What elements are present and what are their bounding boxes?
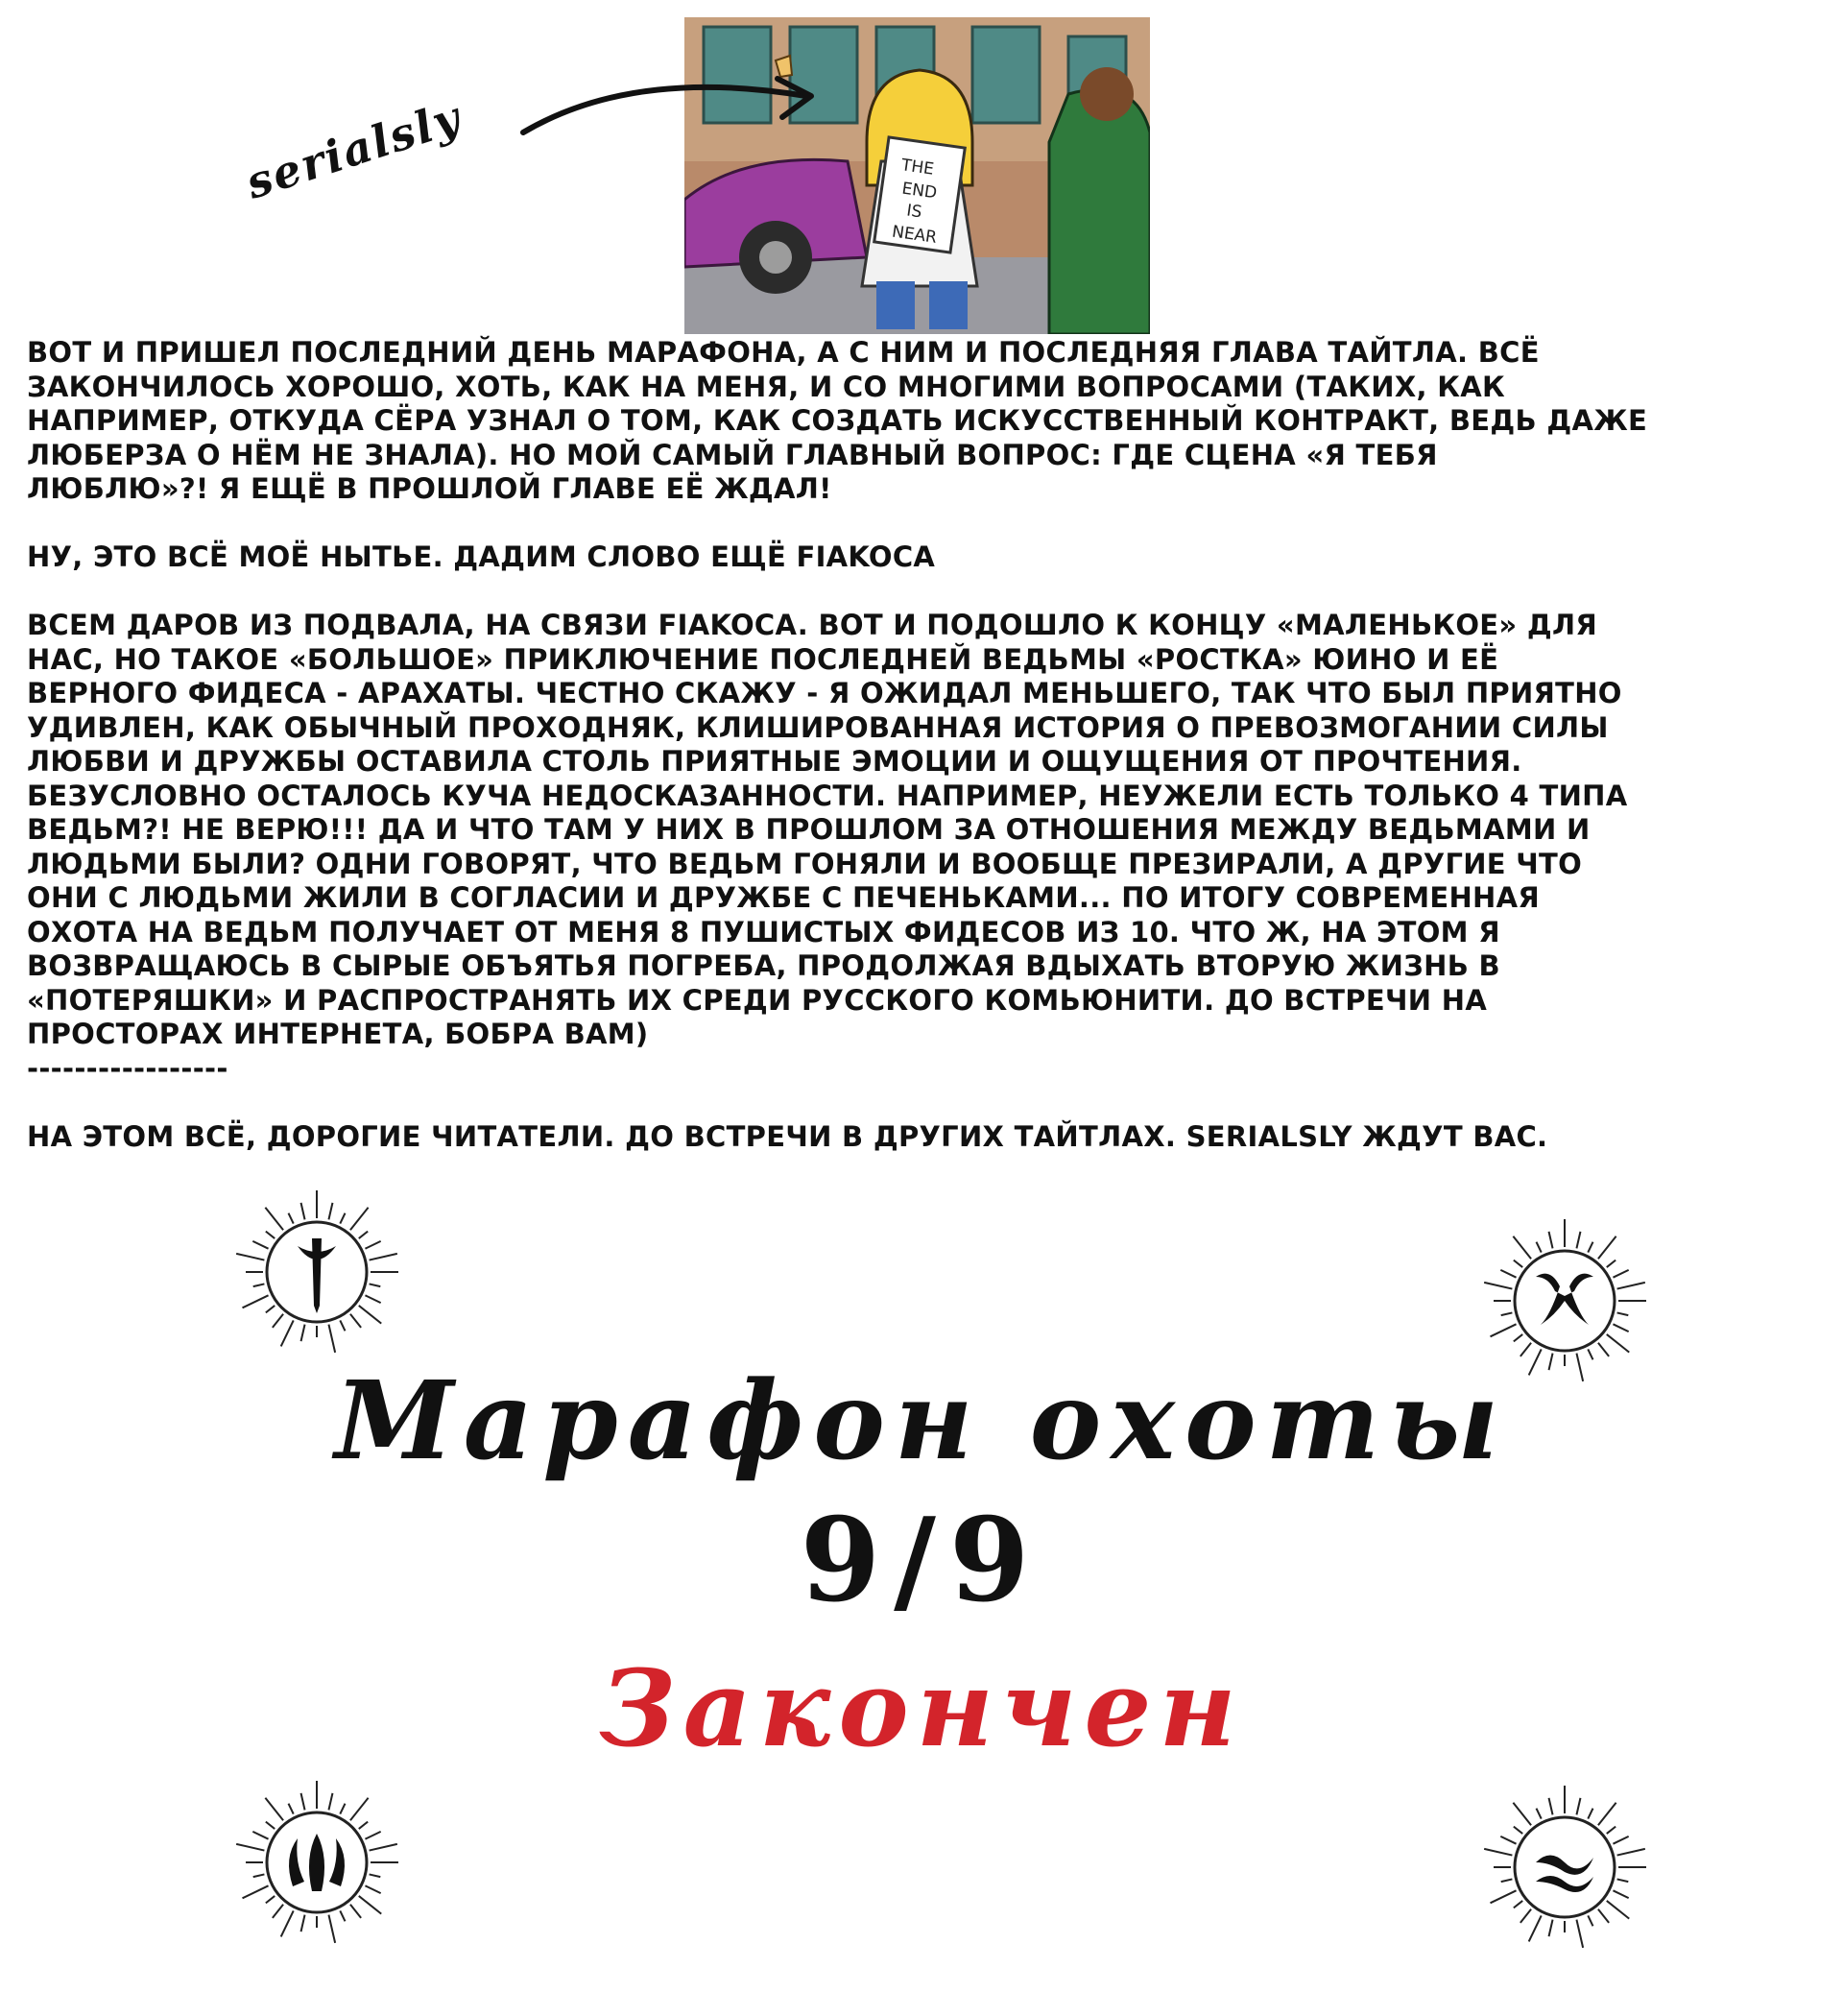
paragraph-1 — [27, 336, 1831, 507]
text-line: НАС, НО ТАКОЕ «БОЛЬШОЕ» ПРИКЛЮЧЕНИЕ ПОСЛЕДНЕЙ ВЕДЬМЫ «РОСТКА» ЮИНО И ЕЁ — [27, 642, 1499, 676]
emblem-water-icon — [1483, 1786, 1646, 1949]
page-title: Марафон охоты — [334, 1358, 1509, 1484]
text-line: БЕЗУСЛОВНО ОСТАЛОСЬ КУЧА НЕДОСКАЗАННОСТИ. НАПРИМЕР, НЕУЖЕЛИ ЕСТЬ ТОЛЬКО 4 ТИПА — [27, 779, 1628, 812]
emblem-flame-icon — [235, 1781, 398, 1944]
text-line: НАПРИМЕР, ОТКУДА СЁРА УЗНАЛ О ТОМ, КАК СОЗДАТЬ ИСКУССТВЕННЫЙ КОНТРАКТ, ВЕДЬ ДАЖЕ — [27, 404, 1648, 437]
sign-word-4: NEAR — [890, 222, 939, 248]
text-line: ПРОСТОРАХ ИНТЕРНЕТА, БОБРА ВАМ) — [27, 1018, 649, 1050]
text-line: ВОТ И ПРИШЕЛ ПОСЛЕДНИЙ ДЕНЬ МАРАФОНА, А С НИМ И ПОСЛЕДНЯЯ ГЛАВА ТАЙТЛА. ВСЁ — [27, 336, 1540, 369]
text-line: ВЕДЬМ?! НЕ ВЕРЮ!!! ДА И ЧТО ТАМ У НИХ В ПРОШЛОМ ЗА ОТНОШЕНИЯ МЕЖДУ ВЕДЬМАМИ И — [27, 813, 1591, 846]
paragraph-3 — [27, 609, 1831, 1086]
arrow-icon — [518, 58, 826, 173]
paragraph-4 — [27, 1120, 1831, 1155]
text-line: ЛЮБЛЮ»?! Я ЕЩЁ В ПРОШЛОЙ ГЛАВЕ ЕЁ ЖДАЛ! — [27, 472, 832, 505]
text-line: НА ЭТОМ ВСЁ, ДОРОГИЕ ЧИТАТЕЛИ. ДО ВСТРЕЧИ В ДРУГИХ ТАЙТЛАХ. SERIALSLY ЖДУТ ВАС. — [27, 1119, 1548, 1153]
text-line: «ПОТЕРЯШКИ» И РАСПРОСТРАНЯТЬ ИХ СРЕДИ РУССКОГО КОМЬЮНИТИ. ДО ВСТРЕЧИ НА — [27, 983, 1488, 1017]
text-line: ЛЮБЕРЗА О НЁМ НЕ ЗНАЛА). НО МОЙ САМЫЙ ГЛАВНЫЙ ВОПРОС: ГДЕ СЦЕНА «Я ТЕБЯ — [27, 438, 1438, 471]
paragraph-2 — [27, 540, 1831, 575]
text-line: ВСЕМ ДАРОВ ИЗ ПОДВАЛА, НА СВЯЗИ FIAKOCA. ВОТ И ПОДОШЛО К КОНЦУ «МАЛЕНЬКОЕ» ДЛЯ — [27, 609, 1597, 641]
text-line: ВОЗВРАЩАЮСЬ В СЫРЫЕ ОБЪЯТЬЯ ПОГРЕБА, ПРОДОЛЖАЯ ВДЫХАТЬ ВТОРУЮ ЖИЗНЬ В — [27, 949, 1500, 982]
text-line: ОНИ С ЛЮДЬМИ ЖИЛИ В СОГЛАСИИ И ДРУЖБЕ С ПЕЧЕНЬКАМИ... ПО ИТОГУ СОВРЕМЕННАЯ — [27, 881, 1541, 914]
text-line: ОХОТА НА ВЕДЬМ ПОЛУЧАЕТ ОТ МЕНЯ 8 ПУШИСТЫХ ФИДЕСОВ ИЗ 10. ЧТО Ж, НА ЭТОМ Я — [27, 915, 1500, 948]
text-line: ЗАКОНЧИЛОСЬ ХОРОШО, ХОТЬ, КАК НА МЕНЯ, И СО МНОГИМИ ВОПРОСАМИ (ТАКИХ, КАК — [27, 370, 1505, 403]
sign-word-1: THE — [899, 156, 936, 180]
progress-counter: 9/9 — [800, 1493, 1043, 1628]
body-text — [27, 336, 1831, 1188]
signature: serialsly — [239, 90, 468, 209]
text-line: ЛЮБВИ И ДРУЖБЫ ОСТАВИЛА СТОЛЬ ПРИЯТНЫЕ ЭМОЦИИ И ОЩУЩЕНИЯ ОТ ПРОЧТЕНИЯ. — [27, 745, 1522, 778]
sign-word-2: END — [900, 179, 939, 204]
text-line: НУ, ЭТО ВСЁ МОЁ НЫТЬЕ. ДАДИМ СЛОВО ЕЩЁ FIAKOCA — [27, 540, 936, 573]
text-line: ВЕРНОГО ФИДЕСА - АРАХАТЫ. ЧЕСТНО СКАЖУ - Я ОЖИДАЛ МЕНЬШЕГО, ТАК ЧТО БЫЛ ПРИЯТНО — [27, 677, 1622, 709]
status-label: Закончен — [599, 1646, 1244, 1770]
emblem-blade-icon — [235, 1190, 398, 1354]
text-line: ЛЮДЬМИ БЫЛИ? ОДНИ ГОВОРЯТ, ЧТО ВЕДЬМ ГОНЯЛИ И ВООБЩЕ ПРЕЗИРАЛИ, А ДРУГИЕ ЧТО — [27, 847, 1583, 880]
text-line: УДИВЛЕН, КАК ОБЫЧНЫЙ ПРОХОДНЯК, КЛИШИРОВАННАЯ ИСТОРИЯ О ПРЕВОЗМОГАНИИ СИЛЫ — [27, 710, 1609, 744]
divider-line: ----------------- — [27, 1051, 228, 1085]
sign-word-3: IS — [905, 201, 923, 223]
